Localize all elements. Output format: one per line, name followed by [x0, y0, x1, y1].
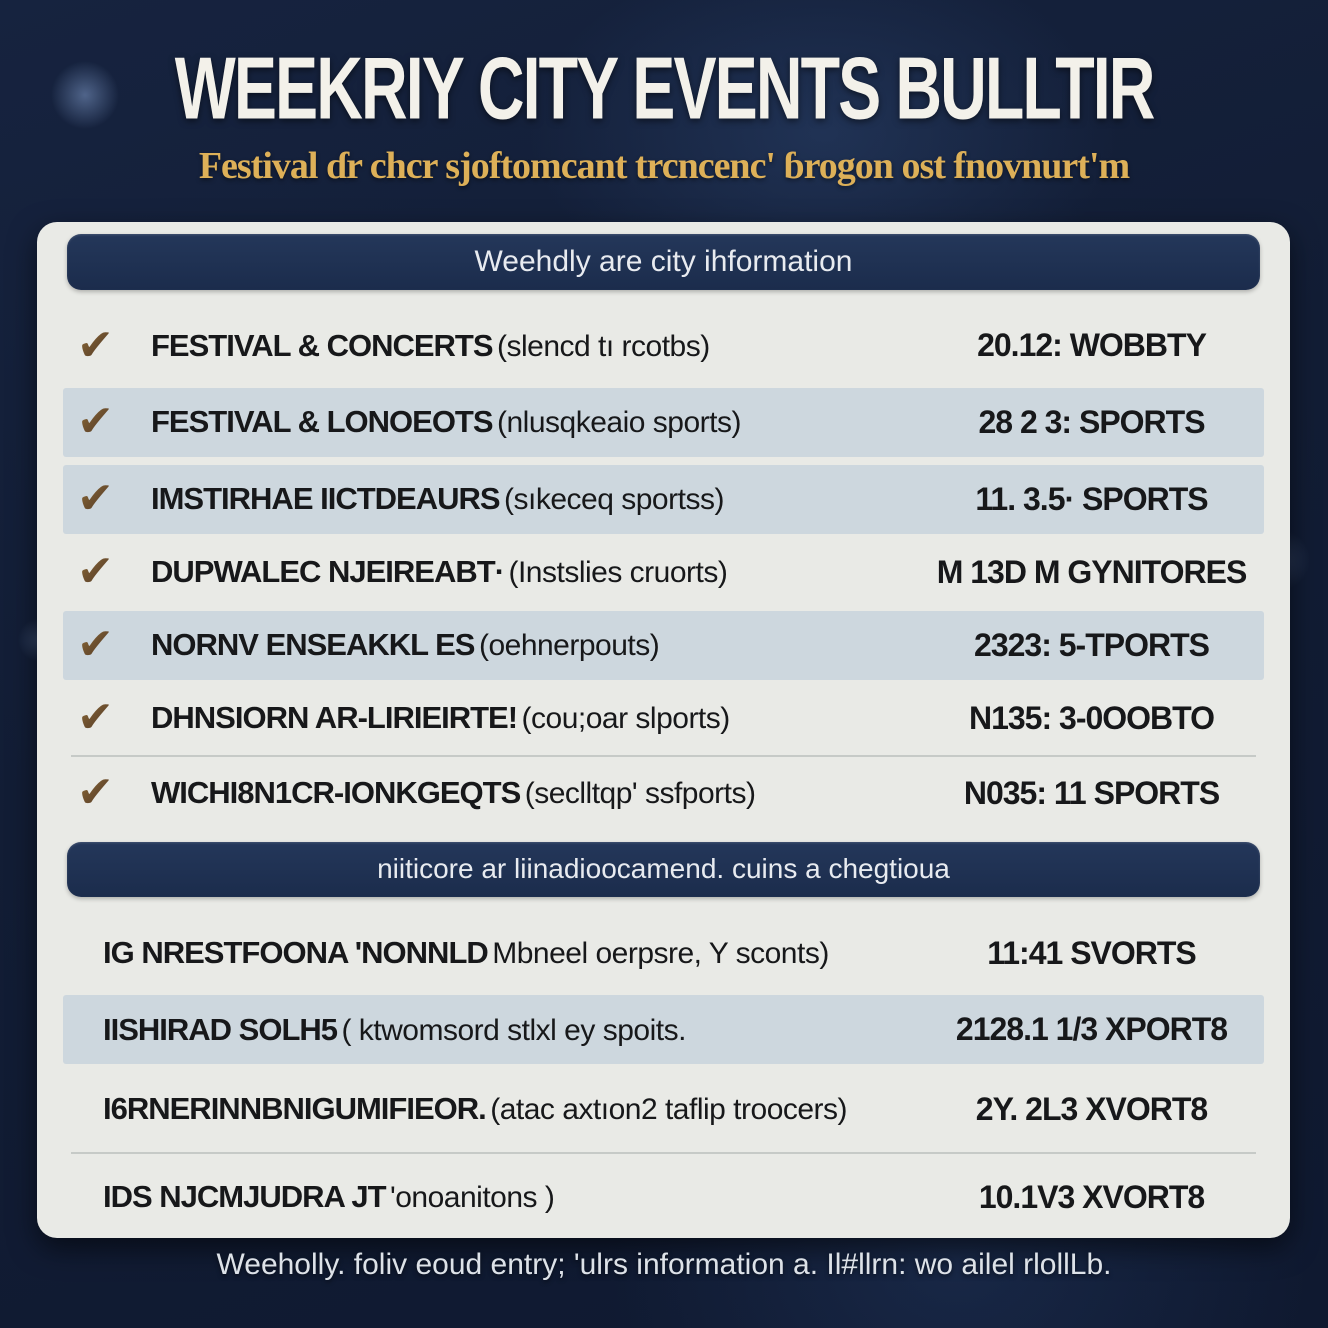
page-title: WEEKRIY CITY EVENTS BULLTIR	[174, 39, 1154, 139]
check-icon: ✔	[63, 623, 139, 667]
table-row	[63, 915, 1264, 991]
row-label: IMSTIRHAE IICTDEAURS (sıkeceq sportss)	[151, 481, 724, 516]
row-value: 2128.1 1/3 XPORT8	[955, 1011, 1228, 1047]
row-value: N135: 3-0OOBTO	[968, 699, 1215, 736]
row-divider	[71, 1152, 1256, 1154]
row-value: 10.1V3 XVORT8	[978, 1178, 1205, 1215]
section2-header-band	[67, 842, 1260, 898]
check-icon: ✔	[63, 550, 139, 594]
table-row	[63, 388, 1264, 457]
check-icon: ✔	[63, 771, 139, 815]
row-divider	[71, 755, 1256, 757]
table-row	[63, 995, 1264, 1064]
row-label: I6RNERINNBNIGUMIFIEOR. (atac axtıon2 taflip troocers)	[103, 1091, 848, 1126]
row-label: IISHIRAD SOLH5 ( ktwomsord stlxl ey spoits.	[103, 1011, 686, 1047]
row-label: NORNV ENSEAKKL ES (oehnerpouts)	[151, 627, 660, 662]
section1-header-label: Weehdly are city ihformation	[474, 244, 853, 278]
title-block	[0, 38, 1328, 188]
table-row	[63, 611, 1264, 680]
row-label: IDS NJCMJUDRA JT 'onoanitons )	[103, 1179, 555, 1214]
row-value: 2323: 5-TPORTS	[974, 626, 1209, 663]
table-row	[63, 759, 1264, 828]
page-subtitle: Festival ɗr chcr sjoftomcant trcncenc' ɓrogon ost fnovnurt'm	[198, 145, 1130, 187]
row-label: FESTIVAL & CONCERTS (slencd tı rcotbs)	[151, 327, 710, 363]
table-row	[63, 308, 1264, 384]
table-row	[63, 1068, 1264, 1150]
row-label: DHNSIORN AR-LIRIEIRTE! (cou;oar slports)	[151, 700, 730, 735]
row-label: WICHI8N1CR-IONKGEQTS (seclltqp' ssfports)	[151, 775, 756, 810]
row-label: FESTIVAL & LONOEOTS (nlusqkeaio sports)	[151, 404, 741, 439]
row-value: M 13D M GYNITORES	[936, 553, 1247, 590]
section1-header-band	[67, 234, 1260, 290]
check-icon: ✔	[63, 477, 139, 521]
bulletin-card	[37, 222, 1290, 1238]
footer-note: Weeholly. foliv eoud entry; 'ulrs information a. Il#llrn: wo ailel rlollLb.	[216, 1248, 1112, 1281]
check-icon: ✔	[63, 324, 139, 368]
table-row	[63, 538, 1264, 607]
table-row	[63, 1156, 1264, 1238]
table-row	[63, 465, 1264, 534]
row-value: 20.12: WOBBTY	[977, 327, 1206, 363]
row-value: 11:41 SVORTS	[987, 934, 1196, 971]
section2-header-label: niiticore ar liinadioocamend. cuins a chegtioua	[377, 853, 950, 885]
row-value: 2Y. 2L3 XVORT8	[975, 1090, 1208, 1127]
row-label: IG NRESTFOONA 'NONNLD Mbneel oerpsre, Y sconts)	[103, 935, 829, 970]
row-value: 28 2 3: SPORTS	[978, 403, 1205, 440]
row-label: DUPWALEC NJEIREABT· (Instslies cruorts)	[151, 554, 728, 589]
row-value: N035: 11 SPORTS	[963, 774, 1220, 811]
table-row	[63, 684, 1264, 753]
check-icon: ✔	[63, 400, 139, 444]
row-value: 11. 3.5· SPORTS	[975, 480, 1208, 517]
check-icon: ✔	[63, 696, 139, 740]
